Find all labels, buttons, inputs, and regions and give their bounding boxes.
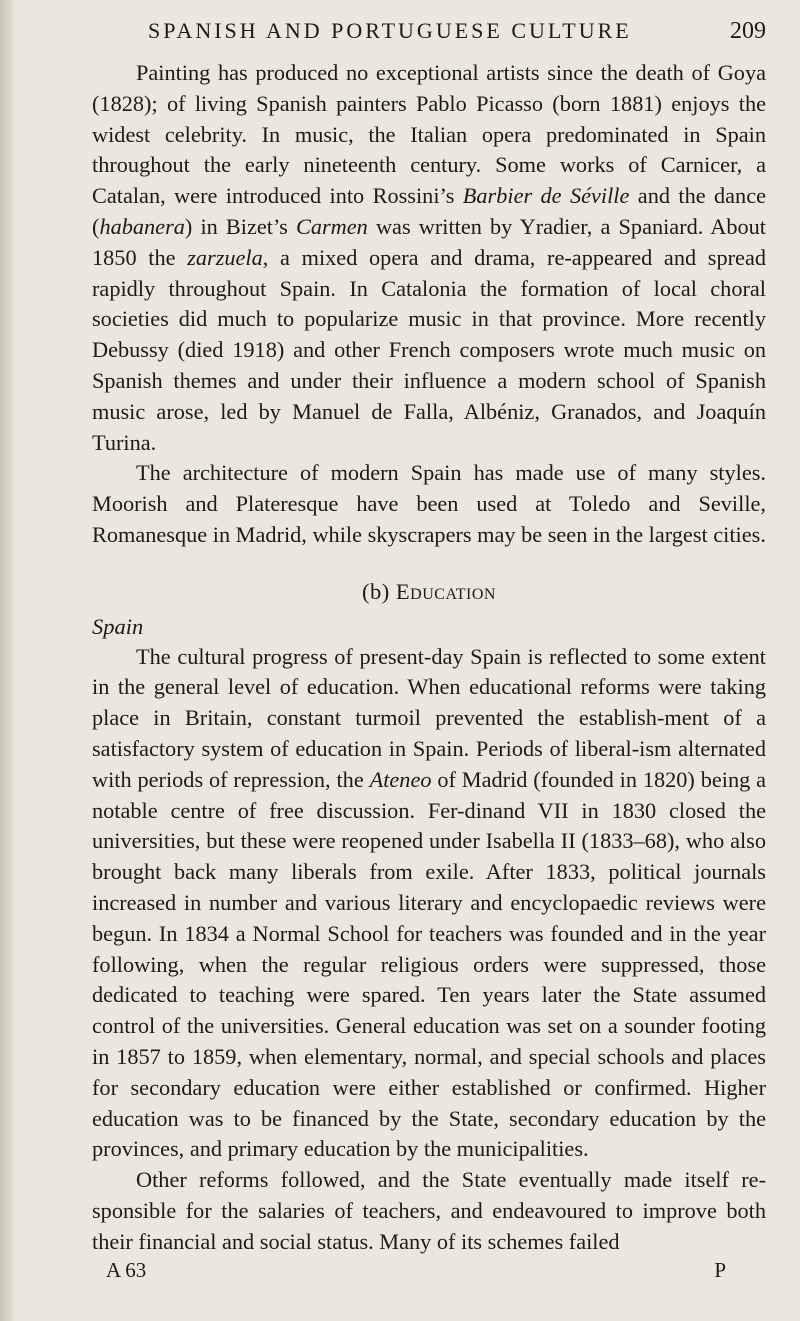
signature-mark: A 63	[106, 1258, 147, 1283]
running-title: SPANISH AND PORTUGUESE CULTURE	[148, 18, 632, 43]
text-run: and the dance (	[92, 183, 766, 239]
body-text	[92, 58, 766, 1257]
paragraph-painting-music	[92, 58, 766, 458]
paragraph-reforms: Other reforms followed, and the State eventually made itself re-sponsible for the salaries of teachers, and endeavoured to improve both their financial and social status. Many of its schemes failed	[92, 1167, 766, 1254]
text-run: Painting has produced no exceptional artists since the death of Goya (1828); of living Spanish painters Pablo Picasso (born 1881) enjoys the widest celebrity. In music, the Italian opera predominated in Spain throughout the early nineteenth century. Some works of Carnicer, a Catalan, were introduced into Rossini’s	[92, 60, 766, 209]
italic-term-ateneo: Ateneo	[369, 766, 432, 792]
paragraph-architecture: The architecture of modern Spain has made use of many styles. Moorish and Plateresque have been used at Toledo and Seville, Romanesque in Madrid, while skyscrapers may be seen in the largest cities.	[92, 460, 766, 547]
section-title: Education	[395, 578, 496, 604]
text-run: , a mixed opera and drama, re-appeared and spread rapidly throughout Spain. In Catalonia the formation of local choral societies did much to popularize music in that province. More recently Debussy (died 1918) and other French composers wrote much music on Spanish themes and under their influence a modern school of Spanish music arose, led by Manuel de Falla, Albéniz, Granados, and Joaquín Turina.	[92, 244, 766, 455]
footer-letter: P	[714, 1258, 726, 1283]
running-head	[148, 0, 766, 58]
text-run: The cultural progress of present-day Spain is reflected to some extent in the general level of education. When educational reforms were taking place in Britain, constant turmoil prevented the establish-ment of a satisfactory system of education in Spain. Periods of liberal-ism alternated with periods of repression, the	[92, 643, 766, 792]
italic-term-zarzuela: zarzuela	[187, 244, 263, 270]
italic-term-habanera: habanera	[99, 213, 185, 239]
section-heading	[92, 577, 766, 608]
subheading-spain: Spain	[92, 613, 144, 639]
page-footer	[92, 1257, 766, 1283]
page-gutter-shadow	[0, 0, 14, 1321]
paragraph-education	[92, 642, 766, 1166]
text-run: was written by Yradier, a Spaniard. About 1850 the	[92, 213, 766, 270]
section-label: (b)	[362, 578, 390, 604]
text-run: ) in Bizet’s	[184, 213, 296, 239]
text-run: of Madrid (founded in 1820) being a notable centre of free discussion. Fer-dinand VII in 1830 closed the universities, but these were reopened under Isabella II (1833–68), who also brought back many liberals from exile. After 1833, political journals increased in number and various literary and encyclopaedic reviews were begun. In 1834 a Normal School for teachers was founded and in the year following, when the regular religious orders were suppressed, those dedicated to teaching were spared. Ten years later the State assumed control of the universities. General education was set on a sounder footing in 1857 to 1859, when elementary, normal, and special schools and places for secondary education were either established or confirmed. Higher education was to be financed by the State, secondary education by the provinces, and primary education by the municipalities.	[92, 766, 766, 1162]
italic-title-barbier: Barbier de Séville	[462, 183, 630, 209]
italic-title-carmen: Carmen	[295, 213, 368, 239]
page-number: 209	[730, 18, 766, 44]
